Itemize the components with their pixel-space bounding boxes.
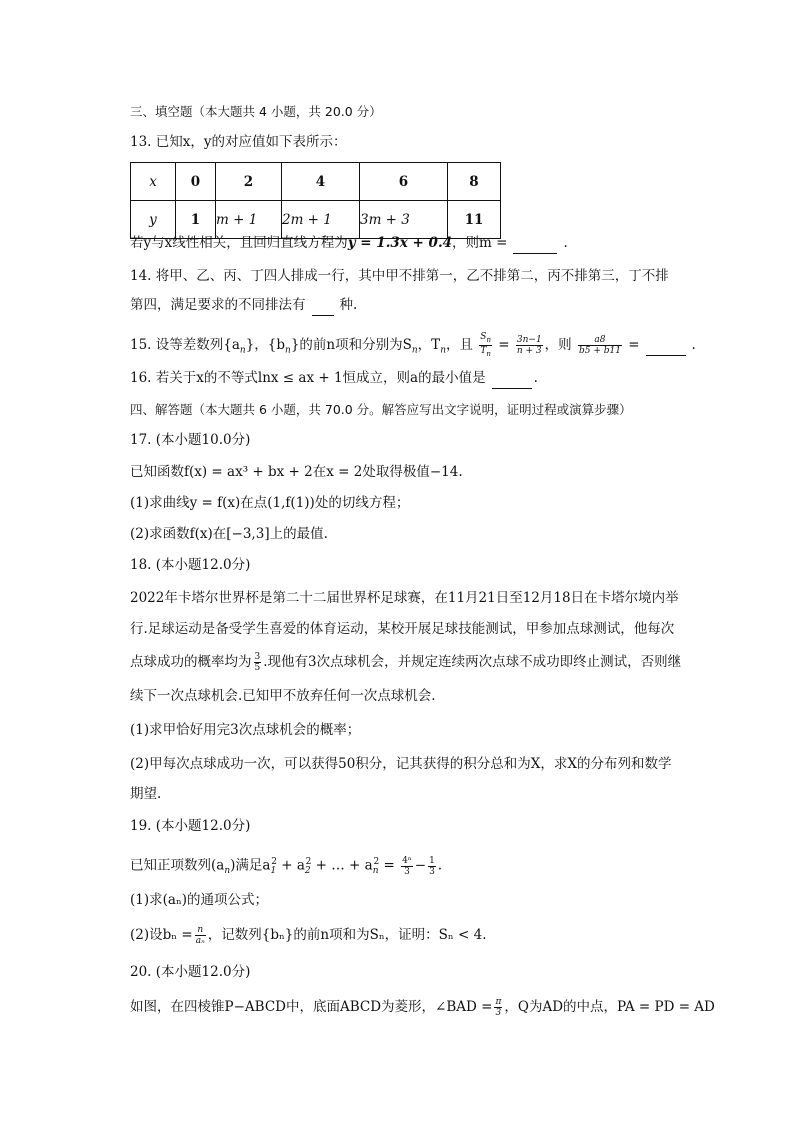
q18-line-3 [130,652,681,673]
q18-header: 18. (本小题12.0分) [130,557,251,573]
q13-conclusion [130,233,568,254]
q19-minus: − [414,857,427,874]
q15-text: }的前n项和分别为S [290,336,412,353]
table-cell-x-label: x [131,163,176,201]
q18-part-2-b: 期望. [130,786,162,802]
q13-end: . [563,235,568,251]
q15-equals: = [628,336,640,353]
q15-fraction-s-over-t: $\frac{S_n}{T_n}$ [480,332,491,358]
q17-header: 17. (本小题10.0分) [130,432,251,448]
q20-header: 20. (本小题12.0分) [130,964,251,980]
q19-text: = [379,857,395,874]
q18-line-4: 续下一次点球机会.已知甲不放弃任何一次点球机会. [130,688,436,704]
q13-conclusion-text: 若y与x线性相关，且回归直线方程为 [130,235,348,251]
q18-text: .现他有3次点球机会，并规定连续两次点球不成功即终止测试，否则继 [263,654,682,670]
q15-fraction-ratio: $\frac{3n-1}{n + 3}$ [516,334,542,356]
answer-blank[interactable] [513,233,557,254]
q15-line: 15. 设等差数列$\{a_n\}$，$\{b_n\}$的前n项和分别为$S_n$，$T_n$，且 $\frac{S_n}{T_n}$ = $\frac{3n-1}{n + 3}$ ，则 $\frac{a8}{b5 + b11}$ = . [130,332,696,358]
answer-blank[interactable] [312,295,334,316]
section-heading-solutions: 四、解答题（本大题共 6 小题，共 70.0 分。解答应写出文字说明，证明过程或演算步骤） [130,402,632,417]
q19-text: )满足a [230,857,271,874]
q19-text: 已知正项数列(a [130,857,225,874]
q18-text: 点球成功的概率均为 [130,654,252,670]
q18-line-1: 2022年卡塔尔世界杯是第二十二届世界杯足球赛，在11月21日至12月18日在卡塔尔境内举 [130,590,679,606]
q18-probability-fraction: $\frac{3}{5}$ [254,652,261,673]
q19-fraction-1: $\frac{\text{4ⁿ}}{3}$ [402,855,412,877]
q19-part-2 [130,925,487,946]
q18-part-2-a: (2)甲每次点球成功一次，可以获得50积分，记其获得的积分总和为X，求X的分布列和数学 [130,756,672,772]
q19-end: . [437,857,443,874]
table-cell: 4 [282,163,360,201]
table-cell: 2 [216,163,282,201]
q14-text-end: 种. [339,297,358,313]
q19-text: (2)设bₙ = [130,927,193,943]
table-cell: 6 [360,163,448,201]
table-cell: 3m + 3 [360,201,448,239]
q14-text: 第四，满足要求的不同排法有 [130,297,306,313]
q15-text: 15. 设等差数列{a [130,336,240,353]
q17-part-1: (1)求曲线y = f(x)在点(1,f(1))处的切线方程； [130,495,410,511]
q20-line-1 [130,997,715,1018]
q19-stem: 已知正项数列$(a_n)$满足$a_1^2 + a_2^2$ + … + $a_n^2$ = $\frac{\text{4ⁿ}}{3}$ − $\frac{1}{3}$ . [130,855,443,877]
table-cell: 11 [448,201,501,239]
q15-text: ，且 [445,336,473,353]
q19-text: + … + a [311,857,373,874]
q19-header: 19. (本小题12.0分) [130,818,251,834]
q20-text: 如图，在四棱锥P−ABCD中，底面ABCD为菱形，∠BAD = [130,999,493,1015]
q16-line [130,368,538,389]
q17-stem: 已知函数f(x) = ax³ + bx + 2在x = 2处取得极值−14. [130,464,463,480]
q16-end: . [533,370,538,386]
q17-part-2: (2)求函数f(x)在[−3,3]上的最值. [130,526,328,542]
q20-angle-fraction: $\frac{\pi}{3}$ [495,997,502,1018]
q19-fraction-2: $\frac{1}{3}$ [429,855,435,877]
q15-text: }，{b [245,336,286,353]
q13-regression-equation: y = 1.3x + 0.4 [347,235,453,251]
table-row-x [131,163,501,201]
q20-text: ，Q为AD的中点，PA = PD = AD [504,999,715,1015]
q14-line-2 [130,295,357,316]
q15-fraction-target: $\frac{a8}{b5 + b11}$ [578,334,621,356]
answer-blank[interactable] [492,368,532,389]
table-cell: 8 [448,163,501,201]
table-cell: 2m + 1 [282,201,360,239]
q16-text: 16. 若关于x的不等式lnx ≤ ax + 1恒成立，则a的最小值是 [130,370,486,386]
q19-b-fraction: $\frac{n}{\text{aₙ}}$ [195,925,205,946]
q19-text: + a [276,857,305,874]
answer-blank[interactable] [646,335,686,356]
q14-line-1: 14. 将甲、乙、丙、丁四人排成一行，其中甲不排第一，乙不排第二，丙不排第三，丁不排 [130,268,669,284]
q15-text: ，T [417,336,441,353]
q18-part-1: (1)求甲恰好用完3次点球机会的概率； [130,722,361,738]
q13-stem: 13. 已知x，y的对应值如下表所示： [130,134,347,150]
q19-text: ，记数列{bₙ}的前n项和为Sₙ，证明：Sₙ < 4. [207,927,487,943]
table-cell: 0 [176,163,216,201]
q15-text: ，则 [544,336,572,353]
q18-line-2: 行.足球运动是备受学生喜爱的体育运动，某校开展足球技能测试，甲参加点球测试，他每次 [130,621,675,637]
section-heading-fill-in: 三、填空题（本大题共 4 小题，共 20.0 分） [130,104,382,119]
table-cell: 1 [176,201,216,239]
table-cell-y-label: y [131,201,176,239]
q19-part-1: (1)求(aₙ)的通项公式； [130,892,269,908]
q13-conclusion-text-b: ，则m = [452,235,508,251]
q15-end: . [691,336,696,353]
q13-value-table [130,162,501,239]
table-cell: m + 1 [216,201,282,239]
